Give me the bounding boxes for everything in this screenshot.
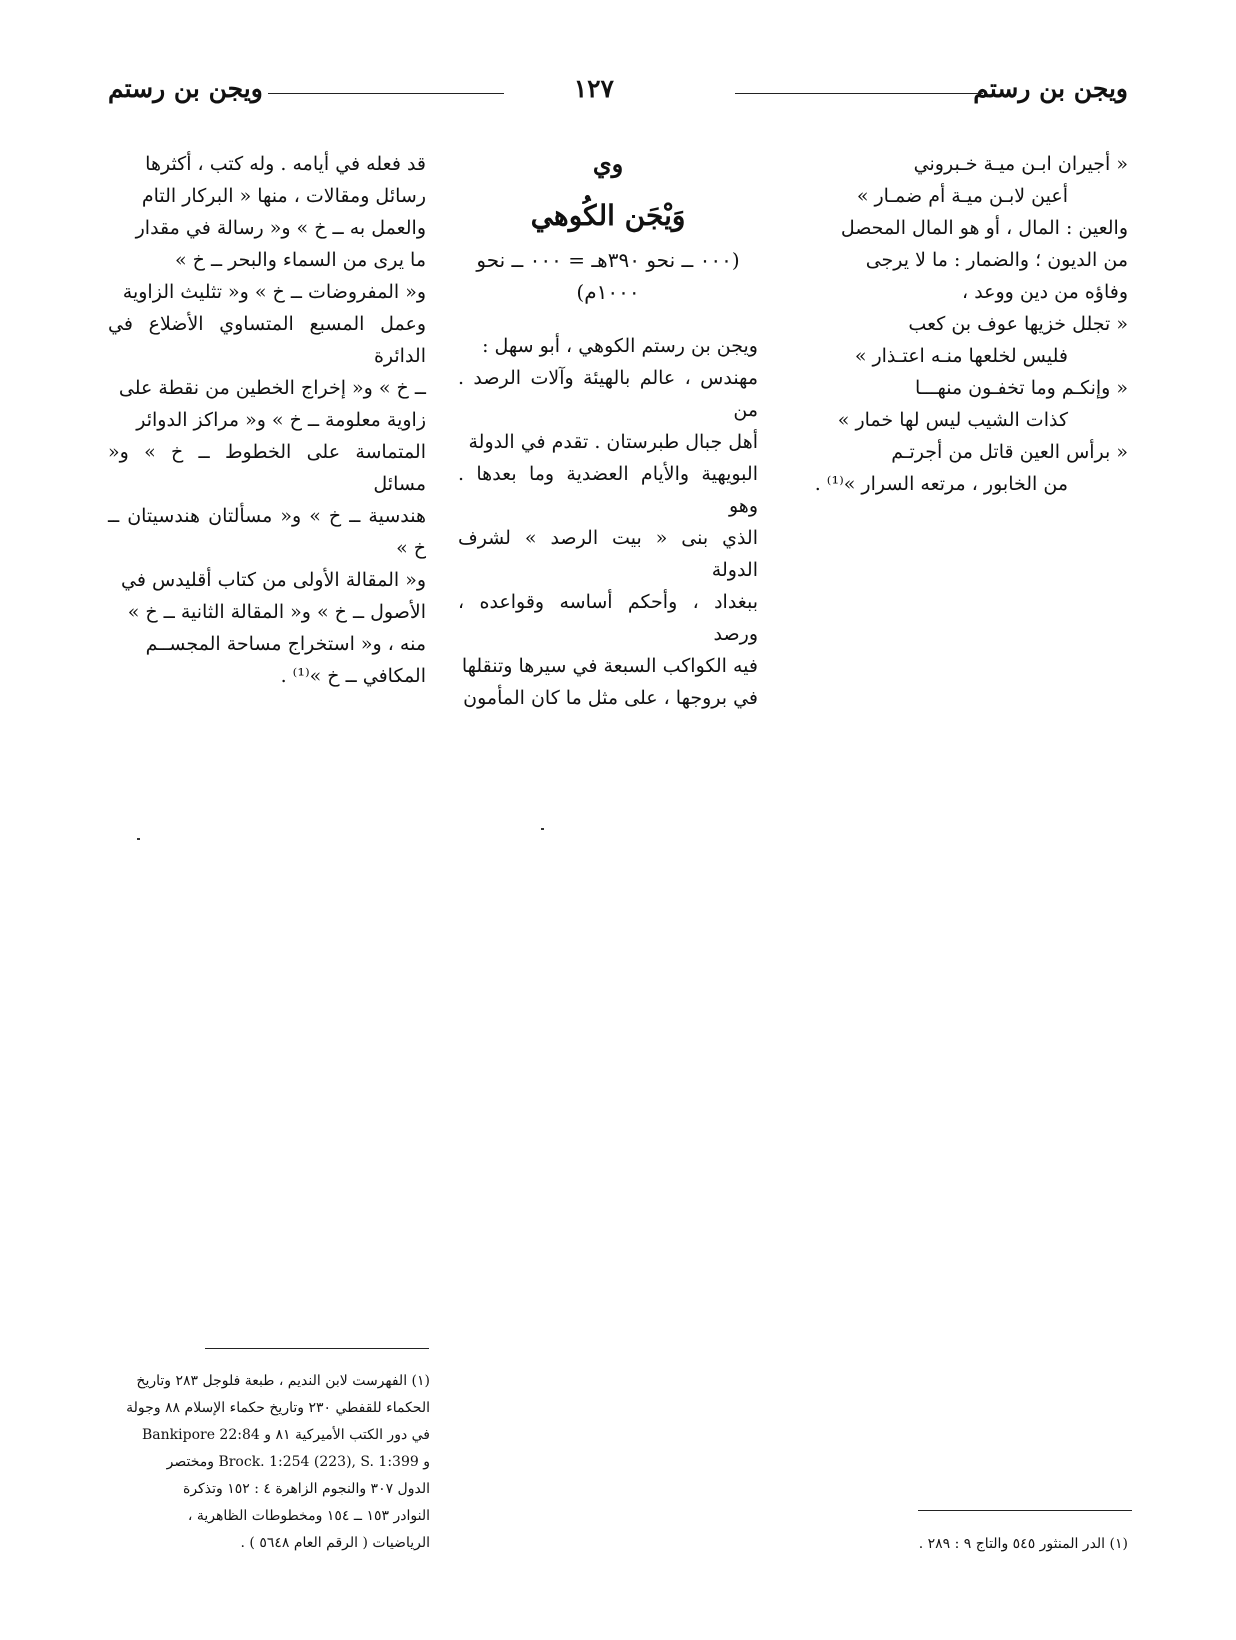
footnote-line: الحكماء للقفطي ٢٣٠ وتاريخ حكماء الإسلام ٨٨ وجولة xyxy=(126,1400,430,1416)
text-line: هندسية ــ خ » و« مسألتان هندسيتان ــ خ » xyxy=(108,505,426,559)
text-line: زاوية معلومة ــ خ » و« مراكز الدوائر xyxy=(136,409,426,431)
left-column xyxy=(108,148,426,692)
footnote-line: الدول ٣٠٧ والنجوم الزاهرة ٤ : ١٥٢ وتذكرة xyxy=(183,1481,430,1497)
print-speck xyxy=(541,828,544,830)
poem-line: « تجلل خزيها عوف بن كعب xyxy=(908,313,1128,335)
text-line: وعمل المسبع المتساوي الأضلاع في الدائرة xyxy=(108,313,426,367)
text-line: ببغداد ، وأحكم أساسه وقواعده ، ورصد xyxy=(458,591,758,645)
running-head-left: ويجن بن رستم xyxy=(108,74,263,103)
text-line: في بروجها ، على مثل ما كان المأمون xyxy=(463,687,758,709)
right-column xyxy=(798,148,1128,500)
poem-line: « أجيران ابـن ميـة خـبروني xyxy=(913,153,1128,175)
footnote-line: النوادر ١٥٣ ــ ١٥٤ ومخطوطات الظاهرية ، xyxy=(187,1508,430,1524)
poem-line: من الخابور ، مرتعه السرار »⁽¹⁾ . xyxy=(814,473,1068,495)
text-line: و« المفروضات ــ خ » و« تثليث الزاوية xyxy=(122,281,426,303)
text-line: ــ خ » و« إخراج الخطين من نقطة على xyxy=(118,377,426,399)
header-rule-right xyxy=(735,93,983,94)
page-number: ١٢٧ xyxy=(573,74,614,103)
poem-line: أعين لابـن ميـة أم ضمـار » xyxy=(856,185,1068,207)
text-line: فيه الكواكب السبعة في سيرها وتنقلها xyxy=(461,655,758,677)
text-line: منه ، و« استخراج مساحة المجســم xyxy=(145,633,426,655)
text-line: قد فعله في أيامه . وله كتب ، أكثرها xyxy=(145,153,426,175)
text-line: المتماسة على الخطوط ــ خ » و« مسائل xyxy=(108,441,426,495)
footnote-right: (١) الدر المنثور ٥٤٥ والتاج ٩ : ٢٨٩ . xyxy=(918,1536,1128,1552)
text-line: رسائل ومقالات ، منها « البركار التام xyxy=(141,185,426,207)
entry-dates xyxy=(458,244,758,308)
footnote-line: و Brock. 1:254 (223), S. 1:399 ومختصر xyxy=(166,1454,430,1470)
text-line: الأصول ــ خ » و« المقالة الثانية ــ خ » xyxy=(127,601,426,623)
text-line: ويجن بن رستم الكوهي ، أبو سهل : xyxy=(482,335,758,357)
footnote-line: (١) الفهرست لابن النديم ، طبعة فلوجل ٢٨٣ وتاريخ xyxy=(136,1373,430,1389)
section-letters: وي xyxy=(592,149,624,178)
page-header xyxy=(108,74,1128,108)
text-line: الذي بنى « بيت الرصد » لشرف الدولة xyxy=(458,527,758,581)
text-line: ما يرى من السماء والبحر ــ خ » xyxy=(175,249,426,271)
poem-line: « برأس العين قاتل من أجرتـم xyxy=(891,441,1128,463)
text-line: وفاؤه من دين ووعد ، xyxy=(962,281,1128,303)
footnote-line: في دور الكتب الأميركية ٨١ و Bankipore 22:84 xyxy=(142,1427,430,1443)
entry-dates-line: ١٠٠٠م) xyxy=(576,280,640,304)
footnote-rule-right xyxy=(918,1510,1132,1511)
entry-dates-line: (٠٠٠ ــ نحو ٣٩٠هـ = ٠٠٠ ــ نحو xyxy=(476,248,740,272)
poem-line: فليس لخلعها منـه اعتـذار » xyxy=(854,345,1068,367)
text-line: والعين : المال ، أو هو المال المحصل xyxy=(840,217,1128,239)
text-line: و« المقالة الأولى من كتاب أقليدس في xyxy=(121,569,426,591)
entry-title: وَيْجَن الكُوهي xyxy=(530,199,686,232)
text-line: مهندس ، عالم بالهيئة وآلات الرصد . من xyxy=(458,367,758,421)
text-line: أهل جبال طبرستان . تقدم في الدولة xyxy=(468,431,758,453)
poem-line: كذات الشيب ليس لها خمار » xyxy=(837,409,1068,431)
middle-column xyxy=(458,148,758,714)
footnote-left xyxy=(120,1368,430,1557)
running-head-right: ويجن بن رستم xyxy=(973,74,1128,103)
header-rule-left xyxy=(268,93,504,94)
footnote-rule-left xyxy=(205,1348,429,1349)
print-speck xyxy=(137,838,140,840)
text-line: والعمل به ــ خ » و« رسالة في مقدار xyxy=(135,217,426,239)
footnote-line: الرياضيات ( الرقم العام ٥٦٤٨ ) . xyxy=(240,1535,430,1551)
text-line: من الديون ؛ والضمار : ما لا يرجى xyxy=(865,249,1128,271)
text-line: المكافي ــ خ »⁽¹⁾ . xyxy=(280,665,426,687)
poem-line: « وإنكـم وما تخفـون منهـــا xyxy=(914,377,1128,399)
text-line: البويهية والأيام العضدية وما بعدها . وهو xyxy=(458,463,758,517)
